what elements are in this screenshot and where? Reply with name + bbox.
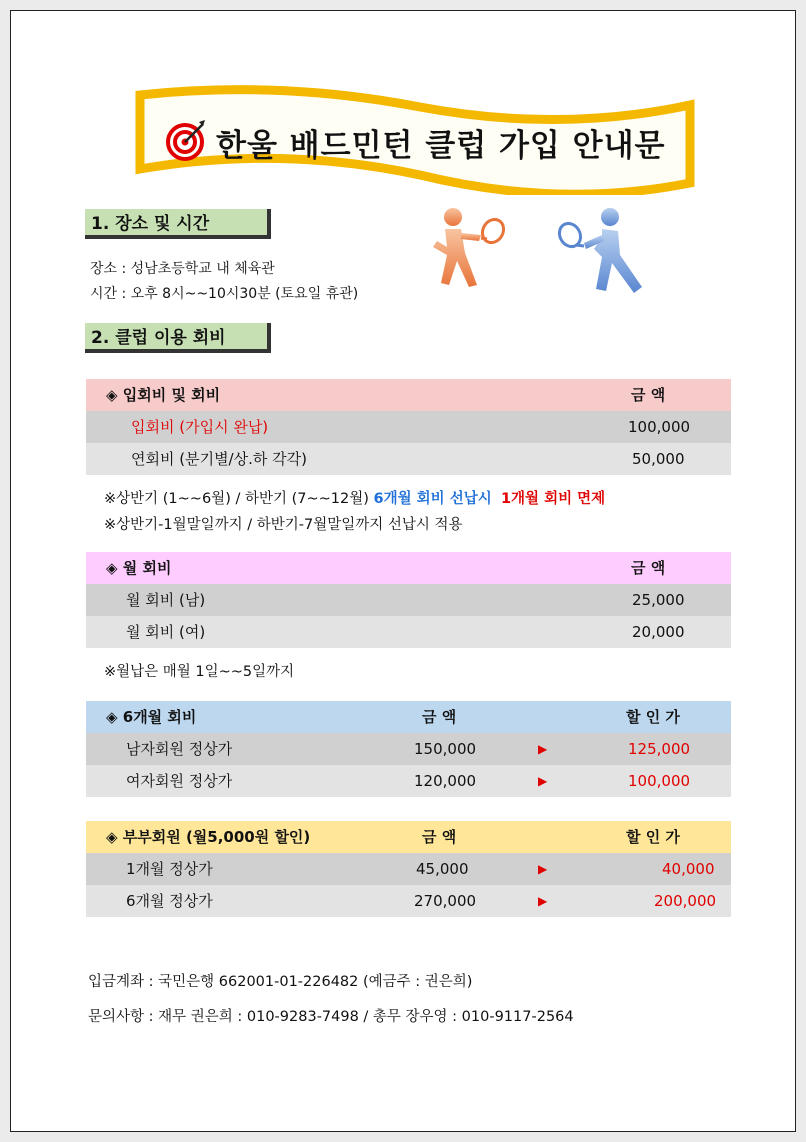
table3-header-amount: 금 액 [422, 708, 457, 726]
arrow-icon: ▶ [538, 742, 548, 756]
table2-header-amount: 금 액 [631, 559, 666, 577]
row-discount: 125,000 [628, 740, 691, 758]
time-text: 시간 : 오후 8시~~10시30분 (토요일 휴관) [90, 286, 359, 302]
row-amount: 45,000 [416, 860, 469, 878]
row-discount: 40,000 [662, 860, 715, 878]
table-row [86, 765, 731, 797]
place-text: 장소 : 성남초등학교 내 체육관 [90, 261, 275, 277]
row-discount: 100,000 [628, 772, 691, 790]
row-amount: 20,000 [632, 623, 685, 641]
arrow-icon: ▶ [538, 774, 548, 788]
badminton-player-orange-icon [415, 205, 515, 295]
row-discount: 200,000 [654, 892, 717, 910]
table4-header [86, 821, 731, 853]
section-header-location: 1. 장소 및 시간 [85, 209, 271, 239]
row-amount: 150,000 [414, 740, 477, 758]
table1-header-label: ◈ 입회비 및 회비 [106, 386, 221, 404]
section-header-fees: 2. 클럽 이용 회비 [85, 323, 271, 353]
row-label: 여자회원 정상가 [126, 772, 233, 790]
target-icon [165, 118, 209, 162]
note-discount-red: 1개월 회비 면제 [500, 491, 606, 507]
table2-header [86, 552, 731, 584]
row-amount: 50,000 [632, 450, 685, 468]
table-row [86, 584, 731, 616]
note-discount [104, 487, 605, 508]
note-discount-prefix: ※상반기 (1~~6월) / 하반기 (7~~12월) [104, 491, 369, 507]
table4-header-label: ◈ 부부회원 (월5,000원 할인) [106, 828, 311, 846]
badminton-player-blue-icon [550, 205, 650, 300]
table-row [86, 443, 731, 475]
table-row [86, 616, 731, 648]
table1-header [86, 379, 731, 411]
table4-header-discount: 할 인 가 [626, 828, 680, 846]
arrow-icon: ▶ [538, 862, 548, 876]
row-amount: 100,000 [628, 418, 691, 436]
row-label: 남자회원 정상가 [126, 740, 233, 758]
note-monthly: ※월납은 매월 1일~~5일까지 [104, 664, 295, 680]
note-prepay: ※상반기-1월말일까지 / 하반기-7월말일까지 선납시 적용 [104, 517, 463, 533]
row-amount: 25,000 [632, 591, 685, 609]
table-row [86, 885, 731, 917]
row-label: 6개월 정상가 [126, 892, 213, 910]
table2-header-label: ◈ 월 회비 [106, 559, 172, 577]
bank-account-text: 입금계좌 : 국민은행 662001-01-226482 (예금주 : 권은희) [88, 974, 473, 990]
contact-text: 문의사항 : 재무 권은희 : 010-9283-7498 / 총무 장우영 : 010-9117-2564 [88, 1009, 574, 1025]
table-row [86, 411, 731, 443]
row-label: 연회비 (분기별/상.하 각각) [131, 450, 307, 468]
note-discount-blue: 6개월 회비 선납시 [373, 491, 492, 507]
table1-header-amount: 금 액 [631, 386, 666, 404]
table3-header-label: ◈ 6개월 회비 [106, 708, 197, 726]
row-amount: 270,000 [414, 892, 477, 910]
row-label: 월 회비 (남) [126, 591, 206, 609]
row-label: 월 회비 (여) [126, 623, 206, 641]
table-row [86, 853, 731, 885]
page-title: 한울 배드민턴 클럽 가입 안내문 [216, 128, 666, 164]
arrow-icon: ▶ [538, 894, 548, 908]
table-row [86, 733, 731, 765]
row-label: 입회비 (가입시 완납) [131, 418, 269, 436]
table4-header-amount: 금 액 [422, 828, 457, 846]
table3-header-discount: 할 인 가 [626, 708, 680, 726]
table3-header [86, 701, 731, 733]
row-amount: 120,000 [414, 772, 477, 790]
row-label: 1개월 정상가 [126, 860, 213, 878]
